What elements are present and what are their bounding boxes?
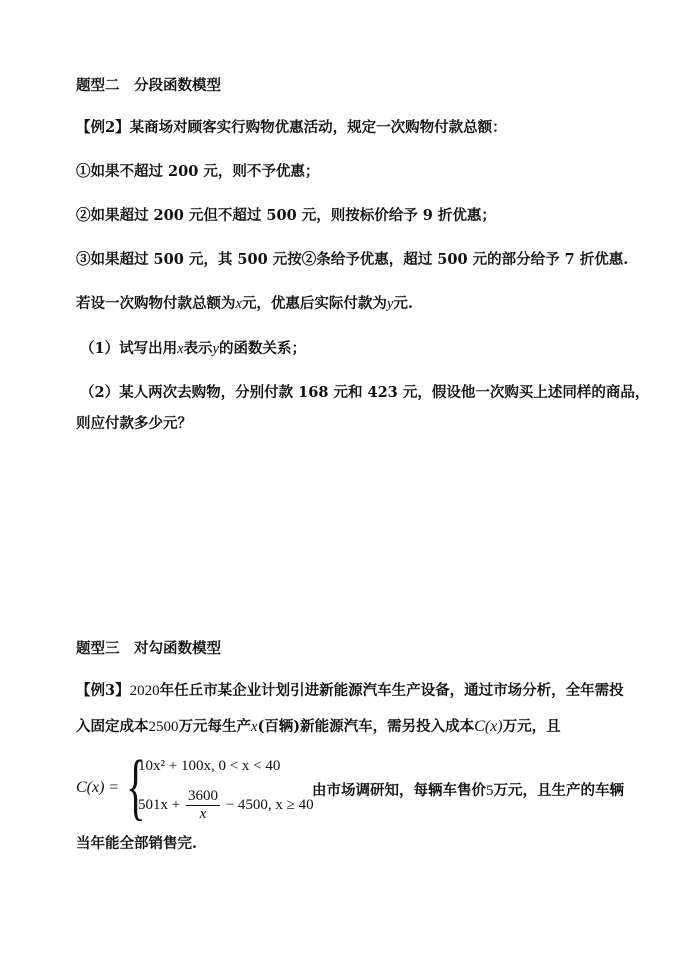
cost-function-name: C(x) — [474, 718, 503, 735]
example-3-stem-line-1 — [76, 681, 624, 701]
variable-x: x — [177, 341, 184, 357]
example-stem-text: 某商场对顾客实行购物优惠活动，规定一次购物付款总额： — [129, 119, 507, 136]
section-title-3: 题型三 对勾函数模型 — [76, 640, 221, 657]
case2-text-b: − 4500, x ≥ 40 — [225, 796, 314, 813]
example-3-stem-line-2 — [76, 717, 561, 737]
stem-text-a: 年任丘市某企业计划引进新能源汽车生产设备，通过市场分析，全年需投 — [159, 682, 624, 699]
formula-case-2 — [138, 788, 314, 828]
q1-text-a: （1）试写出用 — [80, 340, 178, 357]
setup-text-a: 若设一次购物付款总额为 — [76, 295, 236, 312]
unit-price: 5 — [486, 783, 494, 799]
section-title-2: 题型二 分段函数模型 — [76, 77, 221, 94]
piecewise-formula — [76, 742, 636, 842]
example-2-stem — [76, 118, 507, 138]
tail-text-a: 由市场调研知，每辆车售价 — [312, 782, 486, 799]
variable-x: x — [251, 719, 258, 735]
fraction-denominator: x — [199, 806, 207, 822]
setup-sentence — [76, 294, 413, 314]
q1-text-c: 的函数关系； — [218, 340, 306, 357]
formula-case-1: 10x² + 100x, 0 < x < 40 — [138, 758, 281, 774]
fraction-numerator: 3600 — [187, 788, 218, 804]
formula-lhs: C(x) = — [76, 779, 120, 796]
example-tag: 【例2】 — [76, 119, 130, 136]
stem-text-b1: 入固定成本 — [76, 718, 149, 735]
fraction — [186, 788, 220, 823]
q1-text-b: 表示 — [183, 340, 213, 357]
stem-text-b4: 万元，且 — [502, 718, 561, 735]
variable-y: y — [212, 341, 219, 357]
question-1 — [80, 339, 306, 359]
question-2-line-1: （2）某人两次去购物，分别付款 168 元和 423 元，假设他一次购买上述同样的商品， — [80, 384, 650, 401]
setup-text-b: 元，优惠后实际付款为 — [241, 295, 387, 312]
question-2-line-2: 则应付款多少元？ — [76, 415, 192, 432]
example-tag: 【例3】 — [76, 682, 130, 699]
left-brace: { — [126, 746, 146, 828]
formula-trailing-text — [312, 779, 624, 800]
tail-text-b: 万元，且生产的车辆 — [493, 782, 624, 799]
setup-text-c: 元. — [393, 295, 413, 312]
case2-text-a: 501x + — [138, 796, 181, 813]
rule-1: ①如果不超过 200 元，则不予优惠； — [76, 163, 320, 180]
year: 2020 — [129, 683, 160, 699]
variable-y: y — [386, 296, 394, 312]
stem-text-b2: 万元每生产 — [178, 718, 251, 735]
rule-3: ③如果超过 500 元，其 500 元按②条给予优惠，超过 500 元的部分给予 7 折优惠. — [76, 251, 629, 268]
fixed-cost: 2500 — [148, 719, 179, 735]
example-3-last-line: 当年能全部销售完. — [76, 835, 198, 852]
rule-2: ②如果超过 200 元但不超过 500 元，则按标价给予 9 折优惠； — [76, 207, 496, 224]
variable-x: x — [235, 296, 242, 312]
stem-text-b3: (百辆)新能源汽车，需另投入成本 — [257, 718, 475, 735]
